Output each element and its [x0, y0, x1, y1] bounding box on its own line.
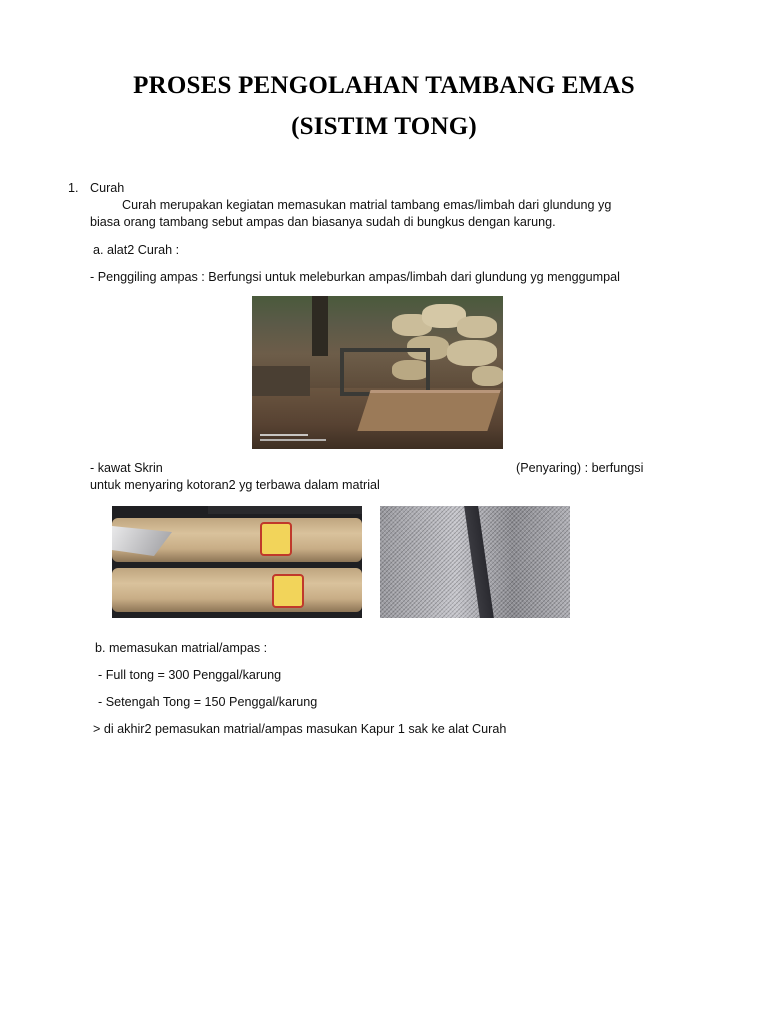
photo-timestamp-stamp: [260, 431, 332, 443]
half-tong-item: - Setengah Tong = 150 Penggal/karung: [98, 695, 318, 709]
section-number: 1.: [68, 181, 79, 195]
tool-grinder-text: - Penggiling ampas : Berfungsi untuk meleburkan ampas/limbah dari glundung yg menggumpal: [90, 270, 620, 284]
document-title: PROSES PENGOLAHAN TAMBANG EMAS: [133, 72, 635, 99]
product-label-icon: [260, 522, 292, 556]
screen-rolls-photo: [112, 506, 362, 618]
paragraph-line-1: Curah merupakan kegiatan memasukan matrial tambang emas/limbah dari glundung yg: [122, 198, 612, 212]
tool-screen-function: (Penyaring) : berfungsi: [516, 461, 644, 475]
product-label-icon: [272, 574, 304, 608]
paragraph-line-2: biasa orang tambang sebut ampas dan biasanya sudah di bungkus dengan karung.: [90, 215, 556, 229]
full-tong-item: - Full tong = 300 Penggal/karung: [98, 668, 282, 682]
wire-mesh-photo: [380, 506, 570, 618]
subheading-loading: b. memasukan matrial/ampas :: [95, 641, 268, 655]
section-heading: Curah: [90, 181, 125, 195]
tool-screen-text-line2: untuk menyaring kotoran2 yg terbawa dalam matrial: [90, 478, 380, 492]
lime-note: > di akhir2 pemasukan matrial/ampas masukan Kapur 1 sak ke alat Curah: [93, 722, 507, 736]
grinder-photo: [252, 296, 503, 449]
tool-screen-text: - kawat Skrin: [90, 461, 163, 475]
subheading-tools: a. alat2 Curah :: [93, 243, 180, 257]
document-subtitle: (SISTIM TONG): [291, 113, 477, 140]
